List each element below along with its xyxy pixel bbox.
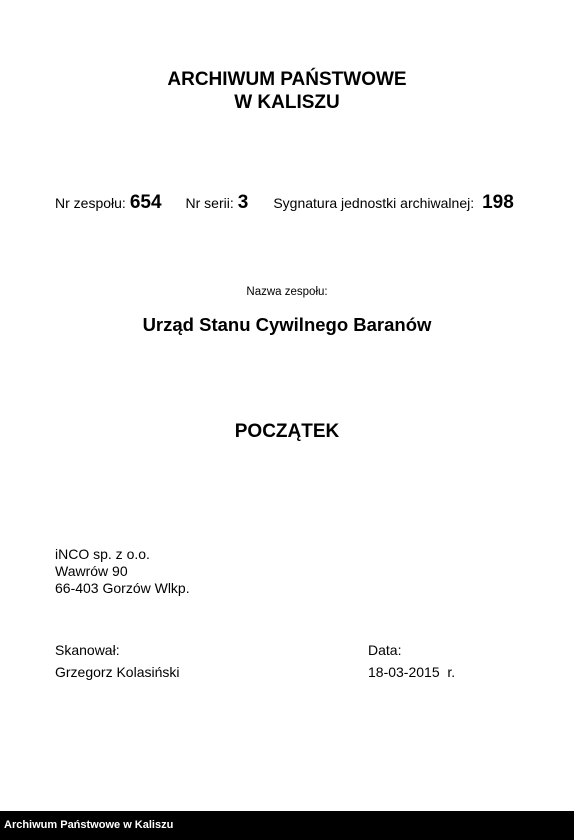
date-label: Data: [368,642,402,658]
archive-name-line1: ARCHIWUM PAŃSTWOWE [167,69,407,90]
signature-label: Sygnatura jednostki archiwalnej: [273,195,475,211]
archive-name-line2: W KALISZU [234,92,340,113]
fund-number-value: 654 [129,192,162,213]
series-number-label: Nr serii: [185,195,234,211]
footer-bar [0,811,574,840]
company-street: Wawrów 90 [55,563,128,579]
fund-name-caption: Nazwa zespołu: [246,286,328,298]
fund-name: Urząd Stanu Cywilnego Baranów [142,314,432,335]
scanned-by-label: Skanował: [55,642,120,658]
identifiers-row [55,192,514,216]
fund-number-label: Nr zespołu: [55,195,126,211]
company-city: 66-403 Gorzów Wlkp. [55,580,190,596]
scanned-by-value: Grzegorz Kolasiński [55,664,180,680]
date-value: 18-03-2015 r. [368,664,456,680]
company-name: iNCO sp. z o.o. [55,546,150,562]
signature-value: 198 [482,192,514,213]
series-number-value: 3 [237,192,249,213]
start-marker: POCZĄTEK [234,421,340,442]
footer-text: Archiwum Państwowe w Kaliszu [4,819,174,831]
